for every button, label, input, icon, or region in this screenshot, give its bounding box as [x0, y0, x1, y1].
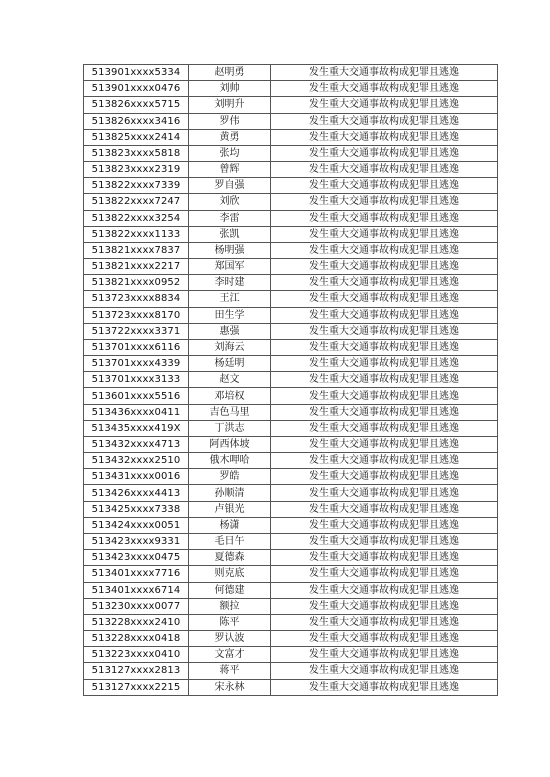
table-row: [84, 356, 498, 372]
table-row: [84, 582, 498, 598]
id-number-cell: 513826xxxx5715: [84, 97, 189, 113]
id-number-cell: 513701xxxx4339: [84, 356, 189, 372]
table-row: [84, 323, 498, 339]
id-number-cell: 513423xxxx9331: [84, 533, 189, 549]
id-number-cell: 513401xxxx7716: [84, 566, 189, 582]
reason-cell: 发生重大交通事故构成犯罪且逃逸: [271, 436, 498, 452]
id-number-cell: 513401xxxx6714: [84, 582, 189, 598]
reason-cell: 发生重大交通事故构成犯罪且逃逸: [271, 550, 498, 566]
reason-cell: 发生重大交通事故构成犯罪且逃逸: [271, 614, 498, 630]
table-row: [84, 501, 498, 517]
reason-cell: 发生重大交通事故构成犯罪且逃逸: [271, 242, 498, 258]
name-cell: 杨明强: [189, 242, 271, 258]
table-row: [84, 162, 498, 178]
reason-cell: 发生重大交通事故构成犯罪且逃逸: [271, 631, 498, 647]
reason-cell: 发生重大交通事故构成犯罪且逃逸: [271, 469, 498, 485]
name-cell: 阿西体坡: [189, 436, 271, 452]
name-cell: 曾辉: [189, 162, 271, 178]
reason-cell: 发生重大交通事故构成犯罪且逃逸: [271, 275, 498, 291]
name-cell: 文富才: [189, 647, 271, 663]
reason-cell: 发生重大交通事故构成犯罪且逃逸: [271, 65, 498, 81]
id-number-cell: 513822xxxx1133: [84, 226, 189, 242]
reason-cell: 发生重大交通事故构成犯罪且逃逸: [271, 194, 498, 210]
reason-cell: 发生重大交通事故构成犯罪且逃逸: [271, 372, 498, 388]
table-row: [84, 178, 498, 194]
table-row: [84, 113, 498, 129]
name-cell: 赵明勇: [189, 65, 271, 81]
name-cell: 毛日午: [189, 533, 271, 549]
name-cell: 田生学: [189, 307, 271, 323]
id-number-cell: 513435xxxx419X: [84, 420, 189, 436]
reason-cell: 发生重大交通事故构成犯罪且逃逸: [271, 679, 498, 695]
id-number-cell: 513426xxxx4413: [84, 485, 189, 501]
reason-cell: 发生重大交通事故构成犯罪且逃逸: [271, 356, 498, 372]
name-cell: 罗伟: [189, 113, 271, 129]
table-row: [84, 404, 498, 420]
table-row: [84, 81, 498, 97]
name-cell: 何德建: [189, 582, 271, 598]
reason-cell: 发生重大交通事故构成犯罪且逃逸: [271, 162, 498, 178]
name-cell: 蒋平: [189, 663, 271, 679]
table-row: [84, 194, 498, 210]
records-table: [83, 64, 498, 696]
reason-cell: 发生重大交通事故构成犯罪且逃逸: [271, 339, 498, 355]
id-number-cell: 513723xxxx8170: [84, 307, 189, 323]
table-row: [84, 485, 498, 501]
table-row: [84, 598, 498, 614]
id-number-cell: 513901xxxx0476: [84, 81, 189, 97]
name-cell: 罗自强: [189, 178, 271, 194]
table-row: [84, 339, 498, 355]
id-number-cell: 513425xxxx7338: [84, 501, 189, 517]
name-cell: 卢银光: [189, 501, 271, 517]
name-cell: 邓培权: [189, 388, 271, 404]
id-number-cell: 513825xxxx2414: [84, 129, 189, 145]
name-cell: 刘海云: [189, 339, 271, 355]
id-number-cell: 513823xxxx5818: [84, 145, 189, 161]
reason-cell: 发生重大交通事故构成犯罪且逃逸: [271, 323, 498, 339]
reason-cell: 发生重大交通事故构成犯罪且逃逸: [271, 388, 498, 404]
id-number-cell: 513821xxxx0952: [84, 275, 189, 291]
id-number-cell: 513821xxxx7837: [84, 242, 189, 258]
id-number-cell: 513436xxxx0411: [84, 404, 189, 420]
table-row: [84, 388, 498, 404]
table-row: [84, 420, 498, 436]
table-row: [84, 453, 498, 469]
table-row: [84, 259, 498, 275]
name-cell: 张凯: [189, 226, 271, 242]
name-cell: 黄勇: [189, 129, 271, 145]
table-row: [84, 226, 498, 242]
id-number-cell: 513424xxxx0051: [84, 517, 189, 533]
name-cell: 王江: [189, 291, 271, 307]
reason-cell: 发生重大交通事故构成犯罪且逃逸: [271, 404, 498, 420]
id-number-cell: 513821xxxx2217: [84, 259, 189, 275]
reason-cell: 发生重大交通事故构成犯罪且逃逸: [271, 517, 498, 533]
reason-cell: 发生重大交通事故构成犯罪且逃逸: [271, 210, 498, 226]
reason-cell: 发生重大交通事故构成犯罪且逃逸: [271, 582, 498, 598]
table-row: [84, 533, 498, 549]
reason-cell: 发生重大交通事故构成犯罪且逃逸: [271, 453, 498, 469]
table-row: [84, 679, 498, 695]
id-number-cell: 513230xxxx0077: [84, 598, 189, 614]
id-number-cell: 513822xxxx7247: [84, 194, 189, 210]
table-row: [84, 614, 498, 630]
name-cell: 孙顺清: [189, 485, 271, 501]
id-number-cell: 513723xxxx8834: [84, 291, 189, 307]
reason-cell: 发生重大交通事故构成犯罪且逃逸: [271, 647, 498, 663]
id-number-cell: 513228xxxx2410: [84, 614, 189, 630]
id-number-cell: 513722xxxx3371: [84, 323, 189, 339]
id-number-cell: 513901xxxx5334: [84, 65, 189, 81]
id-number-cell: 513223xxxx0410: [84, 647, 189, 663]
name-cell: 吉色马里: [189, 404, 271, 420]
table-row: [84, 647, 498, 663]
name-cell: 则克底: [189, 566, 271, 582]
id-number-cell: 513823xxxx2319: [84, 162, 189, 178]
table-row: [84, 242, 498, 258]
reason-cell: 发生重大交通事故构成犯罪且逃逸: [271, 291, 498, 307]
table-row: [84, 307, 498, 323]
reason-cell: 发生重大交通事故构成犯罪且逃逸: [271, 97, 498, 113]
table-row: [84, 210, 498, 226]
name-cell: 罗皓: [189, 469, 271, 485]
reason-cell: 发生重大交通事故构成犯罪且逃逸: [271, 663, 498, 679]
records-table-body: [84, 65, 498, 696]
table-row: [84, 566, 498, 582]
name-cell: 赵文: [189, 372, 271, 388]
reason-cell: 发生重大交通事故构成犯罪且逃逸: [271, 145, 498, 161]
id-number-cell: 513701xxxx6116: [84, 339, 189, 355]
reason-cell: 发生重大交通事故构成犯罪且逃逸: [271, 113, 498, 129]
id-number-cell: 513432xxxx2510: [84, 453, 189, 469]
table-row: [84, 631, 498, 647]
table-row: [84, 129, 498, 145]
name-cell: 俄木呷哈: [189, 453, 271, 469]
name-cell: 杨廷明: [189, 356, 271, 372]
name-cell: 张均: [189, 145, 271, 161]
name-cell: 罗认波: [189, 631, 271, 647]
reason-cell: 发生重大交通事故构成犯罪且逃逸: [271, 501, 498, 517]
reason-cell: 发生重大交通事故构成犯罪且逃逸: [271, 226, 498, 242]
id-number-cell: 513423xxxx0475: [84, 550, 189, 566]
reason-cell: 发生重大交通事故构成犯罪且逃逸: [271, 307, 498, 323]
reason-cell: 发生重大交通事故构成犯罪且逃逸: [271, 178, 498, 194]
table-row: [84, 372, 498, 388]
reason-cell: 发生重大交通事故构成犯罪且逃逸: [271, 129, 498, 145]
table-row: [84, 275, 498, 291]
name-cell: 郑国军: [189, 259, 271, 275]
reason-cell: 发生重大交通事故构成犯罪且逃逸: [271, 420, 498, 436]
name-cell: 夏德森: [189, 550, 271, 566]
name-cell: 刘欣: [189, 194, 271, 210]
table-row: [84, 97, 498, 113]
name-cell: 杨潇: [189, 517, 271, 533]
name-cell: 刘明升: [189, 97, 271, 113]
table-row: [84, 517, 498, 533]
name-cell: 李时建: [189, 275, 271, 291]
id-number-cell: 513127xxxx2813: [84, 663, 189, 679]
reason-cell: 发生重大交通事故构成犯罪且逃逸: [271, 81, 498, 97]
reason-cell: 发生重大交通事故构成犯罪且逃逸: [271, 566, 498, 582]
name-cell: 宋永林: [189, 679, 271, 695]
reason-cell: 发生重大交通事故构成犯罪且逃逸: [271, 259, 498, 275]
table-row: [84, 65, 498, 81]
table-row: [84, 291, 498, 307]
id-number-cell: 513822xxxx3254: [84, 210, 189, 226]
reason-cell: 发生重大交通事故构成犯罪且逃逸: [271, 533, 498, 549]
reason-cell: 发生重大交通事故构成犯罪且逃逸: [271, 485, 498, 501]
id-number-cell: 513822xxxx7339: [84, 178, 189, 194]
id-number-cell: 513601xxxx5516: [84, 388, 189, 404]
reason-cell: 发生重大交通事故构成犯罪且逃逸: [271, 598, 498, 614]
id-number-cell: 513228xxxx0418: [84, 631, 189, 647]
name-cell: 刘帅: [189, 81, 271, 97]
name-cell: 丁洪志: [189, 420, 271, 436]
id-number-cell: 513826xxxx3416: [84, 113, 189, 129]
table-row: [84, 145, 498, 161]
table-row: [84, 436, 498, 452]
table-row: [84, 550, 498, 566]
name-cell: 陈平: [189, 614, 271, 630]
name-cell: 额拉: [189, 598, 271, 614]
name-cell: 李雷: [189, 210, 271, 226]
table-row: [84, 663, 498, 679]
name-cell: 惠强: [189, 323, 271, 339]
table-row: [84, 469, 498, 485]
id-number-cell: 513432xxxx4713: [84, 436, 189, 452]
id-number-cell: 513431xxxx0016: [84, 469, 189, 485]
id-number-cell: 513701xxxx3133: [84, 372, 189, 388]
id-number-cell: 513127xxxx2215: [84, 679, 189, 695]
